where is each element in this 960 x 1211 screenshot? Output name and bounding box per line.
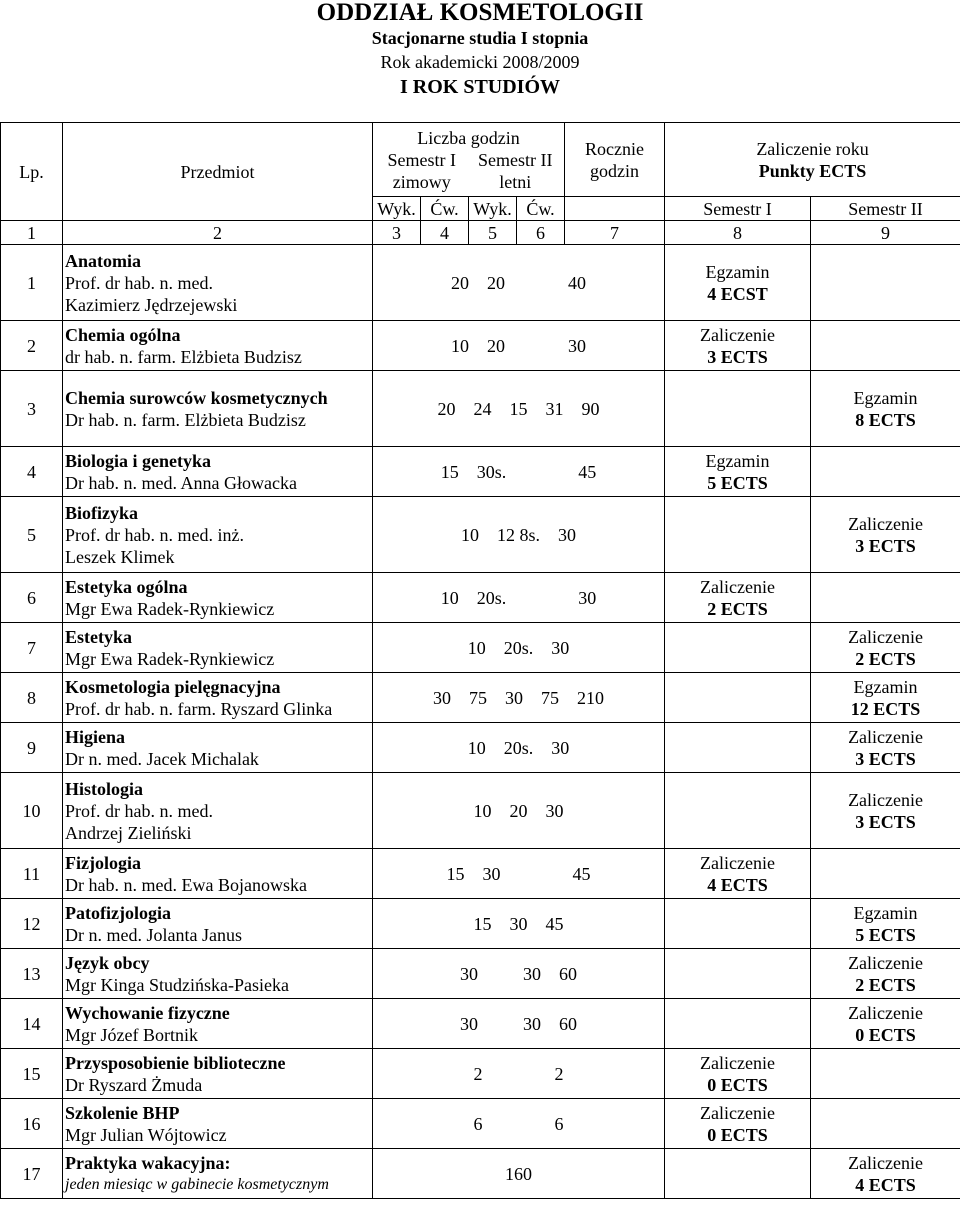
- row-hours: 10 20s. 30: [373, 623, 665, 673]
- row-credit-sem1: [665, 899, 811, 949]
- row-subject: [63, 673, 373, 723]
- col-wyk2: Wyk.: [469, 197, 517, 221]
- row-credit-sem2: [811, 899, 960, 949]
- row-credit-sem2: [811, 497, 960, 573]
- subject-name: Język obcy: [65, 952, 150, 973]
- subject-name: Estetyka: [65, 626, 132, 647]
- row-subject: [63, 1149, 373, 1199]
- subject-teacher: Kazimierz Jędrzejewski: [65, 294, 238, 315]
- row-credit-sem1: [665, 447, 811, 497]
- subject-teacher: dr hab. n. farm. Elżbieta Budzisz: [65, 346, 302, 367]
- subject-teacher: Mgr Ewa Radek-Rynkiewicz: [65, 598, 275, 619]
- row-credit-sem2: [811, 623, 960, 673]
- row-credit-sem1: [665, 573, 811, 623]
- credit-value: Zaliczenie: [848, 1152, 924, 1173]
- col-num: 9: [811, 221, 960, 245]
- row-credit-sem1: [665, 723, 811, 773]
- subject-teacher: Dr hab. n. med. Anna Głowacka: [65, 472, 297, 493]
- row-hours: 160: [373, 1149, 665, 1199]
- row-hours: 30 30 60: [373, 949, 665, 999]
- table-row: [1, 321, 960, 371]
- row-hours: 10 20s. 30: [373, 723, 665, 773]
- column-number-row: [1, 221, 960, 245]
- row-hours: 15 30s. 45: [373, 447, 665, 497]
- subject-name: Fizjologia: [65, 852, 141, 873]
- subject-name: Praktyka wakacyjna:: [65, 1152, 231, 1173]
- row-lp: 10: [1, 773, 63, 849]
- row-lp: 1: [1, 245, 63, 321]
- row-credit-sem1: [665, 999, 811, 1049]
- credit-value: Zaliczenie: [848, 1002, 924, 1023]
- col-num: 3: [373, 221, 421, 245]
- credit-value: Egzamin: [705, 261, 770, 282]
- subject-name: Przysposobienie biblioteczne: [65, 1052, 286, 1073]
- row-credit-sem1: [665, 1149, 811, 1199]
- credit-value: 3 ECTS: [855, 811, 916, 832]
- row-credit-sem1: [665, 673, 811, 723]
- row-credit-sem2: [811, 773, 960, 849]
- subject-teacher: Dr n. med. Jacek Michalak: [65, 748, 259, 769]
- credit-value: Zaliczenie: [700, 1102, 775, 1123]
- row-credit-sem1: [665, 1099, 811, 1149]
- col-cw1: Ćw.: [421, 197, 469, 221]
- credit-value: 8 ECTS: [855, 409, 916, 430]
- row-credit-sem1: [665, 949, 811, 999]
- row-hours: 10 12 8s. 30: [373, 497, 665, 573]
- row-credit-sem1: [665, 371, 811, 447]
- row-credit-sem1: [665, 773, 811, 849]
- credit-value: Zaliczenie: [700, 324, 775, 345]
- credit-value: Zaliczenie: [700, 852, 775, 873]
- row-subject: [63, 899, 373, 949]
- col-num: 5: [469, 221, 517, 245]
- row-lp: 11: [1, 849, 63, 899]
- sem2-label: Semestr II letni: [478, 149, 553, 192]
- row-credit-sem2: [811, 949, 960, 999]
- row-credit-sem1: [665, 849, 811, 899]
- row-credit-sem1: [665, 1049, 811, 1099]
- credit-value: Egzamin: [853, 387, 918, 408]
- subject-name: Wychowanie fizyczne: [65, 1002, 230, 1023]
- subject-name: Patofizjologia: [65, 902, 171, 923]
- table-row: [1, 1099, 960, 1149]
- col-credit-sem1: Semestr I: [665, 197, 811, 221]
- row-subject: [63, 723, 373, 773]
- subject-name: Histologia: [65, 778, 144, 799]
- row-subject: [63, 371, 373, 447]
- row-credit-sem2: [811, 1149, 960, 1199]
- hours-label: Liczba godzin: [417, 127, 520, 148]
- row-hours: 30 75 30 75 210: [373, 673, 665, 723]
- col-hours: [373, 123, 565, 197]
- subject-teacher: Prof. dr hab. n. med.: [65, 800, 213, 821]
- subject-teacher: Dr n. med. Jolanta Janus: [65, 924, 242, 945]
- row-subject: [63, 623, 373, 673]
- academic-year: Rok akademicki 2008/2009: [380, 52, 580, 72]
- subject-name: Estetyka ogólna: [65, 576, 188, 597]
- credit-value: 5 ECTS: [855, 924, 916, 945]
- col-num: 7: [565, 221, 665, 245]
- credit-value: 12 ECTS: [850, 698, 921, 719]
- row-subject: [63, 773, 373, 849]
- row-subject: [63, 1049, 373, 1099]
- credit-value: 5 ECTS: [707, 472, 768, 493]
- table-row: [1, 573, 960, 623]
- subject-name: Higiena: [65, 726, 126, 747]
- credit-value: Zaliczenie: [848, 789, 924, 810]
- row-subject: [63, 999, 373, 1049]
- row-subject: [63, 447, 373, 497]
- row-hours: 20 24 15 31 90: [373, 371, 665, 447]
- col-annual: Rocznie godzin: [565, 123, 665, 197]
- row-credit-sem2: [811, 849, 960, 899]
- year-of-study: I ROK STUDIÓW: [399, 76, 561, 98]
- credit-value: Egzamin: [853, 902, 918, 923]
- row-credit-sem1: [665, 321, 811, 371]
- credit-value: Egzamin: [705, 450, 770, 471]
- row-lp: 12: [1, 899, 63, 949]
- row-credit-sem2: [811, 573, 960, 623]
- credit-value: 4 ECST: [707, 283, 768, 304]
- table-row: [1, 623, 960, 673]
- page-title: ODDZIAŁ KOSMETOLOGII: [316, 0, 644, 26]
- row-lp: 14: [1, 999, 63, 1049]
- row-lp: 4: [1, 447, 63, 497]
- row-lp: 13: [1, 949, 63, 999]
- col-subject: Przedmiot: [63, 123, 373, 221]
- row-credit-sem2: [811, 999, 960, 1049]
- subject-name: Kosmetologia pielęgnacyjna: [65, 676, 281, 697]
- subject-teacher: jeden miesiąc w gabinecie kosmetycznym: [65, 1175, 329, 1193]
- table-row: [1, 999, 960, 1049]
- col-cw2: Ćw.: [517, 197, 565, 221]
- row-hours: 15 30 45: [373, 899, 665, 949]
- row-credit-sem2: [811, 447, 960, 497]
- row-subject: [63, 573, 373, 623]
- table-row: [1, 371, 960, 447]
- col-annual-blank: [565, 197, 665, 221]
- subject-name: Biologia i genetyka: [65, 450, 212, 471]
- subject-name: Anatomia: [65, 250, 141, 271]
- row-lp: 8: [1, 673, 63, 723]
- credit-value: Zaliczenie: [848, 952, 924, 973]
- table-row: [1, 773, 960, 849]
- row-hours: 10 20 30: [373, 321, 665, 371]
- credit-value: Zaliczenie: [700, 576, 775, 597]
- row-subject: [63, 949, 373, 999]
- document-header: [0, 0, 960, 100]
- row-hours: 10 20 30: [373, 773, 665, 849]
- subject-name: Szkolenie BHP: [65, 1102, 180, 1123]
- row-lp: 6: [1, 573, 63, 623]
- subject-teacher: Mgr Józef Bortnik: [65, 1024, 198, 1045]
- row-credit-sem2: [811, 1049, 960, 1099]
- table-row: [1, 899, 960, 949]
- col-credit-sem2: Semestr II: [811, 197, 960, 221]
- col-wyk1: Wyk.: [373, 197, 421, 221]
- row-subject: [63, 245, 373, 321]
- col-num: 1: [1, 221, 63, 245]
- subject-teacher: Mgr Julian Wójtowicz: [65, 1124, 227, 1145]
- row-hours: 2 2: [373, 1049, 665, 1099]
- row-lp: 7: [1, 623, 63, 673]
- subject-teacher: Leszek Klimek: [65, 546, 175, 567]
- credit-value: 0 ECTS: [855, 1024, 916, 1045]
- credit-value: Zaliczenie: [848, 726, 924, 747]
- table-row: [1, 447, 960, 497]
- row-hours: 15 30 45: [373, 849, 665, 899]
- row-hours: 6 6: [373, 1099, 665, 1149]
- row-lp: 17: [1, 1149, 63, 1199]
- subject-teacher: Mgr Ewa Radek-Rynkiewicz: [65, 648, 275, 669]
- col-num: 8: [665, 221, 811, 245]
- row-credit-sem1: [665, 497, 811, 573]
- col-num: 6: [517, 221, 565, 245]
- credit-value: Egzamin: [853, 676, 918, 697]
- col-lp: Lp.: [1, 123, 63, 221]
- study-type: Stacjonarne studia I stopnia: [371, 28, 589, 48]
- col-credit: Zaliczenie roku Punkty ECTS: [665, 123, 960, 197]
- credit-value: 4 ECTS: [855, 1174, 916, 1195]
- row-hours: 30 30 60: [373, 999, 665, 1049]
- row-lp: 15: [1, 1049, 63, 1099]
- row-lp: 9: [1, 723, 63, 773]
- row-credit-sem1: [665, 623, 811, 673]
- subject-teacher: Andrzej Zieliński: [65, 822, 192, 843]
- credit-value: 3 ECTS: [855, 748, 916, 769]
- row-credit-sem2: [811, 1099, 960, 1149]
- row-lp: 16: [1, 1099, 63, 1149]
- row-credit-sem1: [665, 245, 811, 321]
- table-row: [1, 673, 960, 723]
- credit-value: 0 ECTS: [707, 1074, 768, 1095]
- credit-value: 2 ECTS: [707, 598, 768, 619]
- subject-name: Chemia surowców kosmetycznych: [65, 387, 328, 408]
- credit-value: Zaliczenie: [700, 1052, 775, 1073]
- row-lp: 2: [1, 321, 63, 371]
- subject-teacher: Prof. dr hab. n. farm. Ryszard Glinka: [65, 698, 333, 719]
- table-row: [1, 245, 960, 321]
- row-credit-sem2: [811, 371, 960, 447]
- credit-value: Zaliczenie: [848, 626, 924, 647]
- row-subject: [63, 497, 373, 573]
- row-credit-sem2: [811, 673, 960, 723]
- col-num: 4: [421, 221, 469, 245]
- table-row: [1, 497, 960, 573]
- subject-teacher: Prof. dr hab. n. med.: [65, 272, 213, 293]
- row-subject: [63, 321, 373, 371]
- col-num: 2: [63, 221, 373, 245]
- subject-rows: [1, 245, 960, 1199]
- row-credit-sem2: [811, 245, 960, 321]
- row-lp: 3: [1, 371, 63, 447]
- subject-name: Biofizyka: [65, 502, 139, 523]
- subject-name: Chemia ogólna: [65, 324, 181, 345]
- credit-value: 2 ECTS: [855, 648, 916, 669]
- subject-teacher: Prof. dr hab. n. med. inż.: [65, 524, 244, 545]
- row-credit-sem2: [811, 723, 960, 773]
- row-lp: 5: [1, 497, 63, 573]
- credit-value: 3 ECTS: [707, 346, 768, 367]
- table-row: [1, 723, 960, 773]
- credit-value: 2 ECTS: [855, 974, 916, 995]
- credit-value: 3 ECTS: [855, 535, 916, 556]
- credit-value: 0 ECTS: [707, 1124, 768, 1145]
- sem1-label: Semestr I zimowy: [387, 149, 456, 192]
- row-credit-sem2: [811, 321, 960, 371]
- subject-teacher: Mgr Kinga Studzińska-Pasieka: [65, 974, 289, 995]
- subject-teacher: Dr hab. n. farm. Elżbieta Budzisz: [65, 409, 306, 430]
- table-row: [1, 849, 960, 899]
- curriculum-table: [0, 122, 960, 1199]
- subject-teacher: Dr hab. n. med. Ewa Bojanowska: [65, 874, 307, 895]
- subject-teacher: Dr Ryszard Żmuda: [65, 1074, 203, 1095]
- table-row: [1, 1149, 960, 1199]
- row-hours: 10 20s. 30: [373, 573, 665, 623]
- table-row: [1, 949, 960, 999]
- table-row: [1, 1049, 960, 1099]
- credit-value: 4 ECTS: [707, 874, 768, 895]
- credit-value: Zaliczenie: [848, 513, 924, 534]
- row-hours: 20 20 40: [373, 245, 665, 321]
- row-subject: [63, 1099, 373, 1149]
- row-subject: [63, 849, 373, 899]
